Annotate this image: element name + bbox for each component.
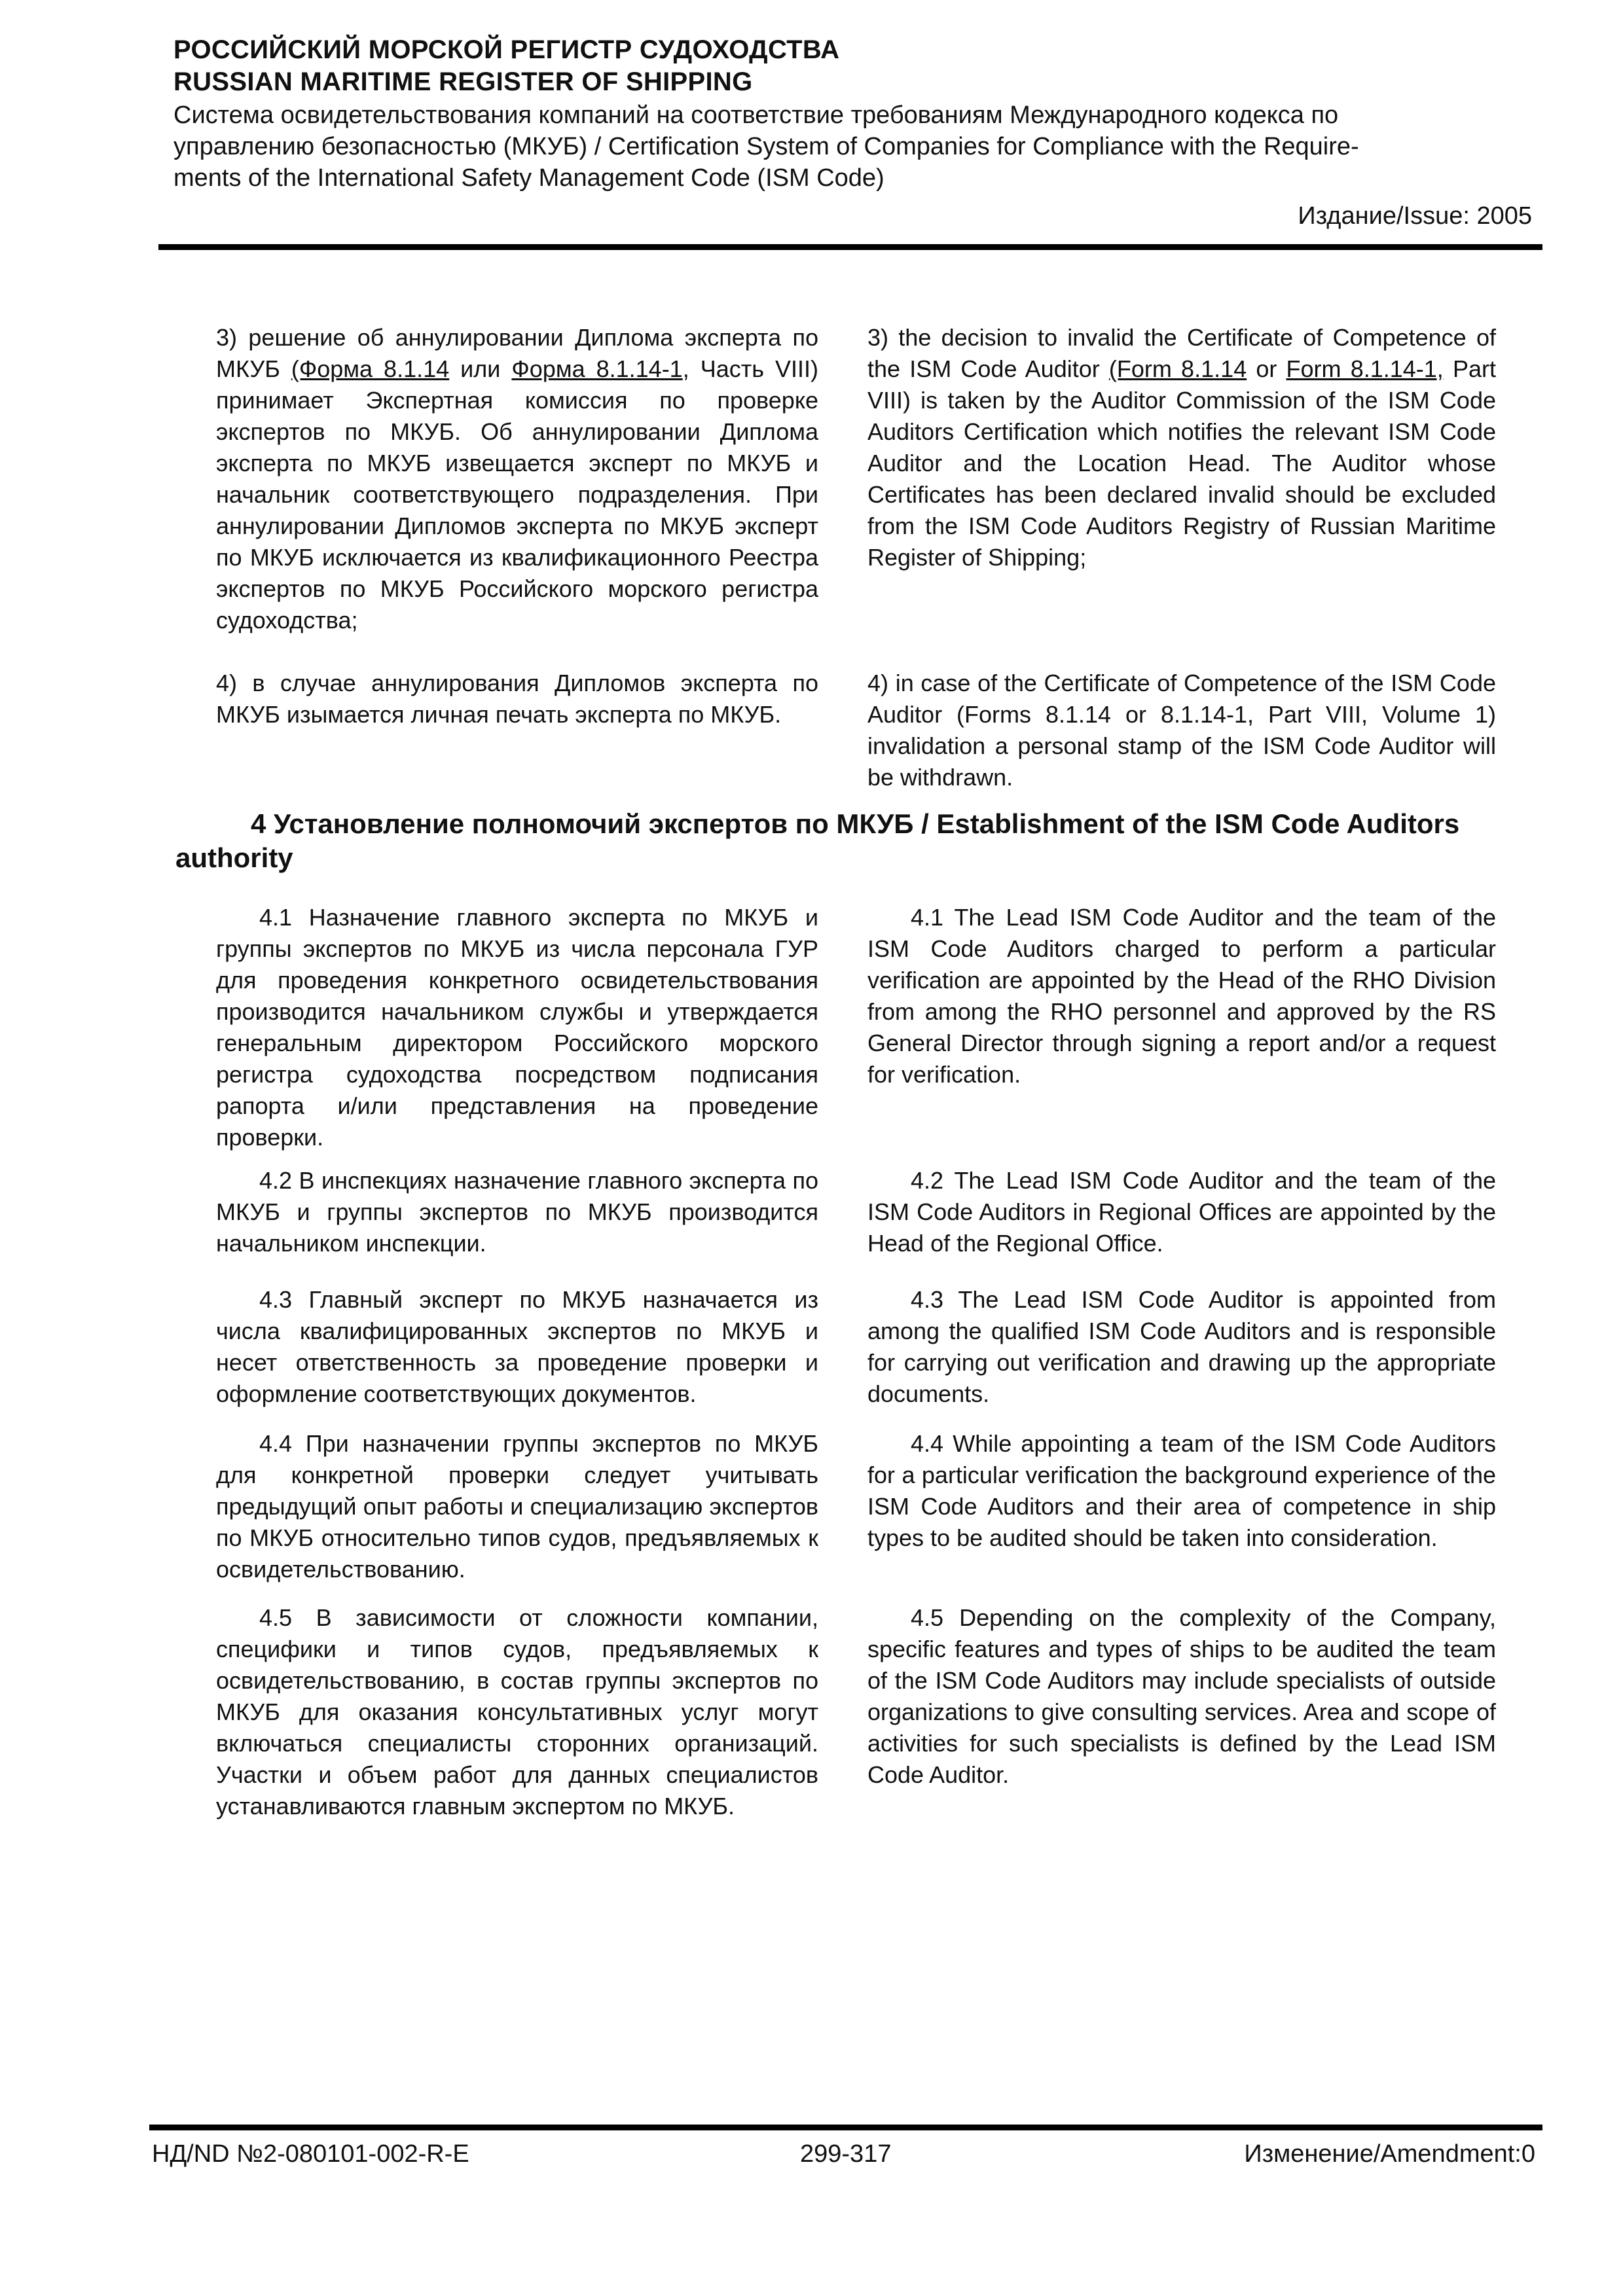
- item-3-en-text-a: 3) the decision to invalid the Certificate of Competence of the ISM Code Auditor: [867, 324, 1496, 382]
- system-title-line-1: Система освидетельствования компаний на соответствие требованиям Международного кодекса по: [173, 101, 1339, 129]
- paragraph-4-3-ru: [216, 1284, 818, 1410]
- paragraph-4-1-en-text: 4.1 The Lead ISM Code Auditor and the team of the ISM Code Auditors charged to perform a particular verification are appointed by the Head of the RHO Division from among the RHO personnel and approved by the RS General Director through signing a report and/or a request for verification.: [867, 904, 1496, 1088]
- form-8-1-14-1-link-ru[interactable]: Форма 8.1.14-1: [511, 355, 683, 382]
- organization-name-en: RUSSIAN MARITIME REGISTER OF SHIPPING: [173, 67, 753, 96]
- paragraph-4-1-en: [867, 902, 1496, 1090]
- footer-divider: [149, 2125, 1542, 2130]
- system-title-line-3: ments of the International Safety Management Code (ISM Code): [173, 164, 884, 192]
- item-3-en-text-b: or: [1247, 355, 1286, 382]
- paragraph-4-5-en-text: 4.5 Depending on the complexity of the Company, specific features and types of ships to be audited the team of the ISM Code Auditors may include specialists of outside organizations to give consulting services. Area and scope of activities for such specialists is defined by the Lead ISM Code Auditor.: [867, 1604, 1496, 1788]
- paragraph-4-4-en-text: 4.4 While appointing a team of the ISM Code Auditors for a particular verification the background experience of the ISM Code Auditors and their area of competence in ship types to be audited should be taken into consideration.: [867, 1430, 1496, 1551]
- paragraph-4-3-ru-text: 4.3 Главный эксперт по МКУБ назначается из числа квалифицированных экспертов по МКУБ и несет ответственность за проведение проверки и оформление соответствующих документов.: [216, 1286, 818, 1407]
- item-3-en-text-c: Part VIII) is taken by the Auditor Commission of the ISM Code Auditors Certification which notifies the relevant ISM Code Auditor and the Location Head. The Auditor whose Certificates has been declared invalid should be excluded from the ISM Code Auditors Registry of Russian Maritime Register of Shipping;: [867, 355, 1497, 571]
- certification-system-title: [173, 99, 1532, 194]
- footer-page-range: 299-317: [800, 2140, 892, 2168]
- item-3-ru-text-c: , Часть VIII) принимает Экспертная комиссия по проверке экспертов по МКУБ. Об аннулировании Диплома эксперта по МКУБ извещается эксперт по МКУБ и начальник соответствующего подразделения. При аннулировании Дипломов эксперта по МКУБ эксперт по МКУБ исключается из квалификационного Реестра экспертов по МКУБ Российского морского регистра судоходства;: [216, 355, 818, 634]
- paragraph-4-2-ru: [216, 1165, 818, 1259]
- item-4-ru-text: 4) в случае аннулирования Дипломов эксперта по МКУБ изымается личная печать эксперта по МКУБ.: [216, 670, 818, 728]
- form-8-1-14-link-en[interactable]: (Form 8.1.14: [1108, 355, 1247, 382]
- form-8-1-14-1-link-en[interactable]: Form 8.1.14-1,: [1286, 355, 1444, 382]
- item-3-ru-text-b: или: [449, 355, 512, 382]
- item-4-en: [867, 668, 1496, 793]
- paragraph-4-4-ru-text: 4.4 При назначении группы экспертов по МКУБ для конкретной проверки следует учитывать предыдущий опыт работы и специализацию экспертов по МКУБ относительно типов судов, предъявляемых к освидетельствованию.: [216, 1430, 818, 1583]
- item-4-en-text: 4) in case of the Certificate of Competence of the ISM Code Auditor (Forms 8.1.14 or 8.1.14-1, Part VIII, Volume 1) invalidation a personal stamp of the ISM Code Auditor will be withdrawn.: [867, 670, 1496, 791]
- paragraph-4-1-ru: [216, 902, 818, 1153]
- footer-amendment: Изменение/Amendment:0: [1244, 2140, 1535, 2168]
- system-title-line-2: управлению безопасностью (МКУБ) / Certification System of Companies for Compliance with the Require-: [173, 133, 1359, 160]
- paragraph-4-2-en-text: 4.2 The Lead ISM Code Auditor and the team of the ISM Code Auditors in Regional Offices are appointed by the Head of the Regional Office.: [867, 1167, 1496, 1257]
- paragraph-4-2-ru-text: 4.2 В инспекциях назначение главного эксперта по МКУБ и группы экспертов по МКУБ производится начальником инспекции.: [216, 1167, 818, 1257]
- paragraph-4-5-ru-text: 4.5 В зависимости от сложности компании, специфики и типов судов, предъявляемых к освидетельствованию, в состав группы экспертов по МКУБ для оказания консультативных услуг могут включаться специалисты сторонних организаций. Участки и объем работ для данных специалистов устанавливаются главным экспертом по МКУБ.: [216, 1604, 818, 1820]
- paragraph-4-4-ru: [216, 1428, 818, 1585]
- header-divider: [158, 244, 1542, 250]
- item-3-en: [867, 322, 1496, 573]
- issue-label: Издание/Issue: 2005: [1298, 202, 1532, 230]
- item-3-ru: [216, 322, 818, 636]
- item-4-ru: [216, 668, 818, 730]
- organization-name-ru: РОССИЙСКИЙ МОРСКОЙ РЕГИСТР СУДОХОДСТВА: [173, 35, 840, 64]
- paragraph-4-4-en: [867, 1428, 1496, 1554]
- paragraph-4-5-en: [867, 1602, 1496, 1791]
- page-header: [173, 34, 1532, 232]
- paragraph-4-3-en: [867, 1284, 1496, 1410]
- section-4-heading: 4 Установление полномочий экспертов по МКУБ / Establishment of the ISM Code Auditors authority: [175, 808, 1460, 873]
- footer-doc-number: НД/ND №2-080101-002-R-E: [152, 2140, 469, 2168]
- paragraph-4-5-ru: [216, 1602, 818, 1822]
- paragraph-4-2-en: [867, 1165, 1496, 1259]
- paragraph-4-3-en-text: 4.3 The Lead ISM Code Auditor is appointed from among the qualified ISM Code Auditors and is responsible for carrying out verification and drawing up the appropriate documents.: [867, 1286, 1496, 1407]
- form-8-1-14-link-ru[interactable]: (Форма 8.1.14: [291, 355, 450, 382]
- item-3-ru-text-a: 3) решение об аннулировании Диплома эксперта по МКУБ: [216, 324, 818, 382]
- paragraph-4-1-ru-text: 4.1 Назначение главного эксперта по МКУБ и группы экспертов по МКУБ из числа персонала ГУР для проведения конкретного освидетельствования производится начальником службы и утверждается генеральным директором Российского морского регистра судоходства посредством подписания рапорта и/или представления на проведение проверки.: [216, 904, 818, 1151]
